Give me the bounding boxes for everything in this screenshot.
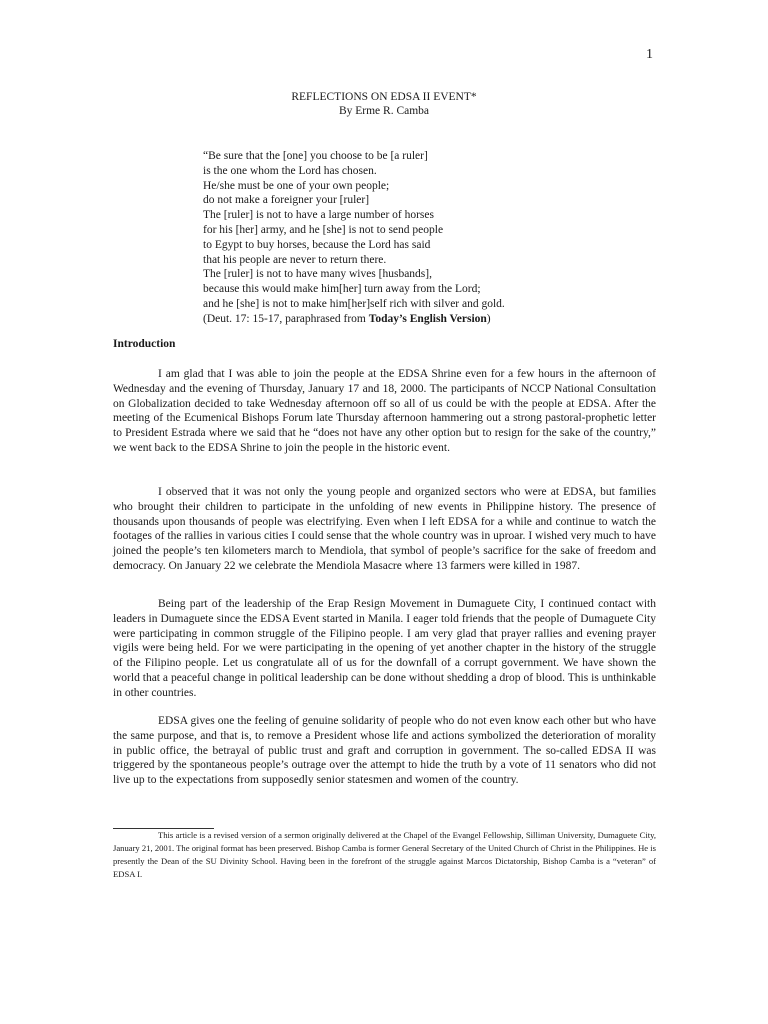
quote-line: to Egypt to buy horses, because the Lord has said <box>203 238 431 251</box>
section-heading-introduction: Introduction <box>113 338 176 350</box>
article-title: REFLECTIONS ON EDSA II EVENT* <box>291 91 477 103</box>
quote-line: He/she must be one of your own people; <box>203 179 390 192</box>
quote-citation <box>203 312 563 327</box>
quote-line: for his [her] army, and he [she] is not to send people <box>203 223 444 236</box>
footnote: This article is a revised version of a sermon originally delivered at the Chapel of the Evangel Fellowship, Silliman University, Dumaguete City, January 21, 2001. The original format has been preserved. Bishop Camba is former General Secretary of the United Church of Christ in the Philippines. He is presently the Dean of the SU Divinity School. Having been in the forefront of the struggle against Marcos Dictatorship, Bishop Camba is a “veteran” of EDSA I. <box>113 830 656 879</box>
quote-line: The [ruler] is not to have a large number of horses <box>203 209 434 222</box>
quote-line: that his people are never to return there. <box>203 253 387 266</box>
citation-suffix: ) <box>486 312 491 325</box>
scripture-quote <box>203 149 563 327</box>
citation-prefix: (Deut. 17: 15-17, paraphrased from <box>203 312 369 325</box>
article-author: By Erme R. Camba <box>338 105 430 117</box>
quote-line: The [ruler] is not to have many wives [husbands], <box>203 268 432 281</box>
body-paragraph: I observed that it was not only the young people and organized sectors who were at EDSA, but families who brought their children to participate in the unfolding of new events in Philippine history. The presence of thousands upon thousands of people was electrifying. Even when I left EDSA for a while and continue to watch the footages of the rallies in various cities I could sense that the whole country was in uproar. I wished very much to have joined the people’s ten kilometers march to Mendiola, that symbol of people’s sacrifice for the sake of freedom and democracy. On January 22 we celebrate the Mendiola Masacre where 13 farmers were killed in 1987. <box>113 486 656 572</box>
quote-line: is the one whom the Lord has chosen. <box>203 164 377 177</box>
quote-line: and he [she] is not to make him[her]self rich with silver and gold. <box>203 297 505 310</box>
citation-source: Today’s English Version <box>368 312 487 325</box>
body-paragraph: Being part of the leadership of the Erap Resign Movement in Dumaguete City, I continued contact with leaders in Dumaguete since the EDSA Event started in Manila. I eager told friends that the people of Dumaguete City were participating in common struggle of the Filipino people. I am very glad that prayer rallies and evening prayer vigils were being held. For we were participating in the opening of yet another chapter in the history of the struggle of the Filipino people. Let us congratulate all of us for the downfall of a corrupt government. We have shown the world that a peaceful change in political leadership can be done without shedding a drop of blood. This is unthinkable in other countries. <box>113 598 656 699</box>
quote-line: because this would make him[her] turn away from the Lord; <box>203 283 481 296</box>
quote-line: do not make a foreigner your [ruler] <box>203 194 370 207</box>
body-paragraph: EDSA gives one the feeling of genuine solidarity of people who do not even know each other but who have the same purpose, and that is, to remove a President whose life and actions symbolized the deterioration of morality in public office, the betrayal of public trust and graft and corruption in government. The so-called EDSA II was triggered by the spontaneous people’s outrage over the attempt to hide the truth by a vote of 11 senators who did not live up to the expectations from supposedly senior statesmen and women of the country. <box>113 715 656 787</box>
page-number: 1 <box>646 47 653 62</box>
body-paragraph: I am glad that I was able to join the people at the EDSA Shrine even for a few hours in the afternoon of Wednesday and the evening of Thursday, January 17 and 18, 2000. The participants of NCCP National Consultation on Globalization decided to take Wednesday afternoon off so all of us could be with the people at EDSA. After the meeting of the Ecumenical Bishops Forum late Thursday afternoon hammering out a strong pastoral-prophetic letter to President Estrada where we said that he “does not have any other option but to resign for the sake of the country,” we went back to the EDSA Shrine to join the people in the historic event. <box>113 368 656 454</box>
quote-line: “Be sure that the [one] you choose to be [a ruler] <box>203 150 428 162</box>
